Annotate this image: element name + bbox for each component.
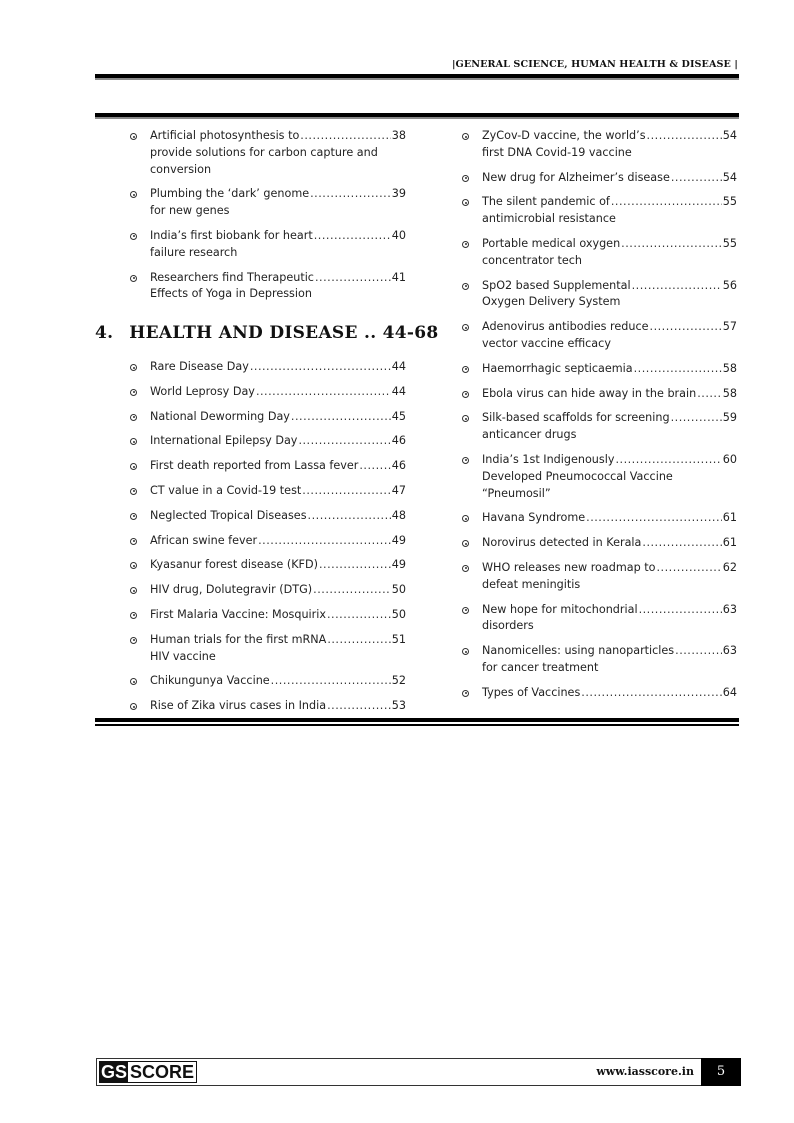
toc-entry-continuation: failure research: [150, 245, 238, 259]
toc-entry-title: First death reported from Lassa fever: [150, 459, 359, 473]
toc-entry-continuation: vector vaccine efficacy: [482, 336, 611, 350]
toc-entry-line: [482, 560, 737, 577]
bullet-icon: [462, 540, 469, 547]
toc-left-list: [130, 359, 406, 723]
toc-entry-line: [482, 386, 737, 403]
website-link[interactable]: www.iasscore.in: [596, 1065, 694, 1078]
toc-entry[interactable]: [130, 698, 406, 715]
bullet-icon: [462, 133, 469, 140]
toc-entry-line: [150, 582, 406, 599]
toc-entry-title: Silk-based scaffolds for screening: [482, 411, 670, 425]
toc-entry-page: 49: [391, 558, 406, 572]
toc-entry[interactable]: [462, 278, 737, 312]
toc-entry-title: India’s first biobank for heart: [150, 228, 313, 242]
toc-entry[interactable]: [462, 319, 737, 353]
toc-entry-continuation: Developed Pneumococcal Vaccine “Pneumosil”: [482, 469, 673, 500]
dot-leader: [291, 409, 391, 426]
toc-entry[interactable]: [462, 452, 737, 502]
bullet-icon: [130, 191, 137, 198]
toc-entry-line: [150, 673, 406, 690]
dot-leader: [611, 194, 722, 211]
bullet-icon: [462, 457, 469, 464]
toc-entry-title: Norovirus detected in Kerala: [482, 536, 642, 550]
toc-entry-line: [150, 270, 406, 287]
toc-entry-title: Artificial photosynthesis to: [150, 129, 300, 142]
bullet-icon: [462, 391, 469, 398]
bullet-icon: [130, 513, 137, 520]
toc-entry-line: [482, 170, 737, 187]
toc-bottom-rule: [95, 718, 739, 722]
logo-score: SCORE: [130, 1062, 195, 1082]
toc-entry-title: India’s 1st Indigenously: [482, 452, 615, 466]
toc-entry-page: 63: [722, 602, 737, 616]
toc-entry-page: 45: [391, 409, 406, 423]
toc-entry-line: [482, 643, 737, 660]
dot-leader: [671, 410, 722, 427]
toc-entry-line: [150, 483, 406, 500]
toc-entry-title: Rare Disease Day: [150, 360, 249, 373]
toc-entry-page: 57: [722, 320, 737, 334]
dot-leader: [310, 186, 391, 203]
toc-entry-continuation: HIV vaccine: [150, 649, 216, 663]
toc-entry[interactable]: [462, 128, 737, 162]
section-number: 4.: [95, 323, 114, 343]
toc-entry-title: World Leprosy Day: [150, 384, 255, 398]
toc-entry-continuation: provide solutions for carbon capture and conversion: [150, 145, 378, 176]
toc-entry-line: [150, 228, 406, 245]
toc-entry[interactable]: [130, 359, 406, 376]
bullet-icon: [130, 538, 137, 545]
toc-entry-title: ZyCov-D vaccine, the world’s: [482, 129, 646, 142]
toc-right-list: [462, 128, 737, 710]
bullet-icon: [462, 324, 469, 331]
bullet-icon: [462, 175, 469, 182]
toc-entry-page: 58: [722, 386, 737, 400]
toc-entry-line: [150, 186, 406, 203]
toc-entry-page: 38: [391, 129, 406, 142]
bullet-icon: [462, 515, 469, 522]
toc-entry-line: [150, 433, 406, 450]
bullet-icon: [130, 612, 137, 619]
toc-entry-line: [150, 458, 406, 475]
toc-entry-page: 39: [391, 187, 406, 201]
toc-entry-continuation: defeat meningitis: [482, 577, 581, 591]
dot-leader: [327, 698, 391, 715]
dot-leader: [634, 361, 722, 378]
dot-leader: [315, 270, 391, 287]
toc-entry-page: 61: [722, 536, 737, 550]
toc-entry-title: National Deworming Day: [150, 409, 290, 423]
dot-leader: [671, 170, 722, 187]
toc-entry[interactable]: [462, 643, 737, 677]
toc-entry-title: International Epilepsy Day: [150, 434, 298, 448]
toc-entry[interactable]: [130, 673, 406, 690]
toc-entry[interactable]: [462, 510, 737, 527]
toc-entry-line: [150, 698, 406, 715]
bullet-icon: [462, 607, 469, 614]
toc-entry-continuation: antimicrobial resistance: [482, 212, 616, 226]
toc-entry-page: 40: [391, 228, 406, 242]
page-footer: [96, 1058, 741, 1086]
bullet-icon: [462, 565, 469, 572]
toc-entry-line: [482, 602, 737, 619]
toc-entry-continuation: disorders: [482, 619, 534, 633]
toc-entry-line: [482, 319, 737, 336]
toc-entry-page: 55: [722, 236, 737, 250]
toc-entry-page: 60: [722, 452, 737, 466]
section-heading[interactable]: [95, 323, 439, 343]
toc-entry-page: 47: [391, 483, 406, 497]
dot-leader: [642, 535, 721, 552]
toc-entry[interactable]: [462, 685, 737, 702]
dot-leader: [675, 643, 722, 660]
dot-leader: [650, 319, 722, 336]
toc-entry-page: 46: [391, 459, 406, 473]
toc-entry-continuation: Oxygen Delivery System: [482, 295, 621, 309]
bullet-icon: [462, 415, 469, 422]
dot-leader: [327, 632, 390, 649]
bullet-icon: [130, 414, 137, 421]
bullet-icon: [462, 366, 469, 373]
bullet-icon: [130, 275, 137, 282]
toc-entry-page: 50: [391, 607, 406, 621]
bullet-icon: [130, 233, 137, 240]
toc-entry[interactable]: [130, 582, 406, 599]
toc-entry-title: SpO2 based Supplemental: [482, 278, 631, 292]
toc-entry-title: Havana Syndrome: [482, 511, 586, 525]
toc-entry-page: 51: [391, 632, 406, 646]
toc-entry[interactable]: [130, 607, 406, 624]
toc-entry-page: 55: [722, 195, 737, 209]
section-title: HEALTH AND DISEASE: [129, 323, 358, 343]
logo-gs: GS: [101, 1062, 128, 1082]
toc-entry-title: Plumbing the ‘dark’ genome: [150, 187, 310, 201]
dot-leader: [615, 452, 721, 469]
toc-entry[interactable]: [130, 458, 406, 475]
bullet-icon: [130, 438, 137, 445]
toc-entry-page: 53: [391, 699, 406, 713]
toc-entry-title: Chikungunya Vaccine: [150, 674, 270, 688]
toc-left-top-list: [130, 128, 406, 311]
toc-entry[interactable]: [462, 236, 737, 270]
toc-entry-line: [482, 278, 737, 295]
toc-entry-line: [150, 533, 406, 550]
toc-entry[interactable]: [462, 170, 737, 187]
bullet-icon: [130, 133, 137, 140]
toc-entry[interactable]: [130, 128, 406, 178]
toc-entry-page: 50: [391, 583, 406, 597]
toc-entry-page: 62: [722, 560, 737, 574]
toc-entry-continuation: first DNA Covid-19 vaccine: [482, 145, 632, 159]
toc-entry-title: Portable medical oxygen: [482, 236, 621, 250]
toc-entry[interactable]: [462, 194, 737, 228]
toc-entry-line: [482, 510, 737, 527]
toc-entry-title: Human trials for the first mRNA: [150, 632, 327, 646]
bullet-icon: [130, 364, 137, 371]
dot-leader: [314, 228, 391, 245]
bullet-icon: [462, 199, 469, 206]
toc-entry-page: 54: [722, 129, 737, 142]
toc-entry-line: [150, 607, 406, 624]
toc-entry[interactable]: [462, 560, 737, 594]
toc-entry-title: Rise of Zika virus cases in India: [150, 699, 327, 713]
toc-entry-page: 52: [391, 674, 406, 688]
toc-entry-title: New hope for mitochondrial: [482, 602, 638, 616]
toc-entry-continuation: anticancer drugs: [482, 428, 577, 442]
toc-entry[interactable]: [130, 270, 406, 304]
toc-entry[interactable]: [130, 384, 406, 401]
toc-entry-line: [482, 452, 737, 469]
toc-entry-line: [150, 508, 406, 525]
dot-leader: [621, 236, 722, 253]
toc-entry-page: 44: [391, 360, 406, 373]
toc-entry[interactable]: [130, 557, 406, 574]
bullet-icon: [462, 283, 469, 290]
dot-leader: [632, 278, 722, 295]
toc-entry-line: [482, 410, 737, 427]
dot-leader: [298, 433, 390, 450]
toc-entry-title: First Malaria Vaccine: Mosquirix: [150, 607, 326, 621]
toc-entry[interactable]: [130, 228, 406, 262]
dot-leader: [657, 560, 722, 577]
toc-entry-line: [150, 359, 406, 376]
toc-entry-page: 54: [722, 170, 737, 184]
dot-leader: [639, 602, 722, 619]
toc-entry[interactable]: [462, 410, 737, 444]
toc-entry-line: [150, 128, 406, 145]
bullet-icon: [462, 648, 469, 655]
header-rule-shadow: [95, 78, 739, 80]
bullet-icon: [130, 488, 137, 495]
section-pages: .. 44-68: [364, 323, 439, 343]
toc-entry-line: [150, 409, 406, 426]
toc-entry-title: WHO releases new roadmap to: [482, 560, 656, 574]
toc-entry-page: 59: [722, 411, 737, 425]
toc-entry-continuation: concentrator tech: [482, 253, 582, 267]
toc-entry-title: Kyasanur forest disease (KFD): [150, 558, 318, 572]
toc-top-rule-shadow: [95, 117, 739, 119]
dot-leader: [308, 508, 391, 525]
toc-entry-title: African swine fever: [150, 533, 258, 547]
toc-entry-line: [482, 685, 737, 702]
toc-entry[interactable]: [462, 361, 737, 378]
toc-entry-page: 49: [391, 533, 406, 547]
toc-entry-page: 44: [391, 384, 406, 398]
toc-entry-title: Ebola virus can hide away in the brain: [482, 386, 697, 400]
bullet-icon: [130, 678, 137, 685]
toc-entry-page: 63: [722, 644, 737, 658]
toc-entry-page: 48: [391, 508, 406, 522]
gsscore-logo: [99, 1061, 197, 1083]
toc-entry-continuation: for new genes: [150, 204, 230, 218]
dot-leader: [271, 673, 391, 690]
toc-entry-title: Researchers find Therapeutic: [150, 270, 314, 284]
toc-entry-page: 61: [722, 511, 737, 525]
toc-entry[interactable]: [130, 632, 406, 666]
dot-leader: [319, 557, 391, 574]
dot-leader: [327, 607, 391, 624]
toc-entry-title: HIV drug, Dolutegravir (DTG): [150, 583, 313, 597]
toc-entry-line: [482, 236, 737, 253]
toc-entry-title: New drug for Alzheimer’s disease: [482, 170, 670, 184]
dot-leader: [647, 128, 722, 145]
toc-entry-page: 56: [722, 278, 737, 292]
toc-entry-page: 41: [391, 270, 406, 284]
dot-leader: [300, 128, 390, 145]
bullet-icon: [130, 562, 137, 569]
toc-entry-line: [482, 535, 737, 552]
dot-leader: [359, 458, 390, 475]
toc-entry[interactable]: [130, 533, 406, 550]
running-header: |GENERAL SCIENCE, HUMAN HEALTH & DISEASE |: [451, 59, 738, 70]
dot-leader: [258, 533, 391, 550]
toc-entry-title: Adenovirus antibodies reduce: [482, 320, 649, 334]
toc-entry[interactable]: [130, 508, 406, 525]
toc-entry-page: 58: [722, 361, 737, 375]
dot-leader: [250, 359, 391, 376]
bullet-icon: [130, 703, 137, 710]
toc-entry-line: [150, 384, 406, 401]
toc-bottom-rule-thin: [95, 724, 739, 726]
toc-entry[interactable]: [130, 433, 406, 450]
bullet-icon: [130, 637, 137, 644]
toc-entry-title: Nanomicelles: using nanoparticles: [482, 644, 675, 658]
bullet-icon: [462, 690, 469, 697]
toc-entry-title: CT value in a Covid-19 test: [150, 483, 302, 497]
toc-entry-line: [482, 194, 737, 211]
toc-entry-line: [482, 361, 737, 378]
dot-leader: [586, 510, 722, 527]
toc-entry-title: Neglected Tropical Diseases: [150, 508, 307, 522]
toc-entry-title: Types of Vaccines: [482, 685, 581, 699]
toc-entry[interactable]: [130, 186, 406, 220]
toc-entry[interactable]: [130, 483, 406, 500]
toc-entry-continuation: Effects of Yoga in Depression: [150, 287, 312, 301]
toc-entry[interactable]: [130, 409, 406, 426]
toc-entry[interactable]: [462, 386, 737, 403]
toc-entry[interactable]: [462, 602, 737, 636]
page-number: 5: [701, 1058, 741, 1086]
toc-entry-line: [150, 557, 406, 574]
toc-entry-page: 64: [722, 685, 737, 699]
bullet-icon: [130, 389, 137, 396]
toc-entry[interactable]: [462, 535, 737, 552]
toc-entry-page: 46: [391, 434, 406, 448]
bullet-icon: [462, 241, 469, 248]
toc-entry-title: Haemorrhagic septicaemia: [482, 361, 633, 375]
toc-entry-title: The silent pandemic of: [482, 195, 610, 209]
toc-entry-line: [482, 128, 737, 145]
bullet-icon: [130, 587, 137, 594]
dot-leader: [256, 384, 391, 401]
dot-leader: [302, 483, 390, 500]
toc-entry-continuation: for cancer treatment: [482, 660, 599, 674]
dot-leader: [697, 386, 722, 403]
toc-entry-line: [150, 632, 406, 649]
bullet-icon: [130, 463, 137, 470]
dot-leader: [313, 582, 391, 599]
dot-leader: [581, 685, 721, 702]
